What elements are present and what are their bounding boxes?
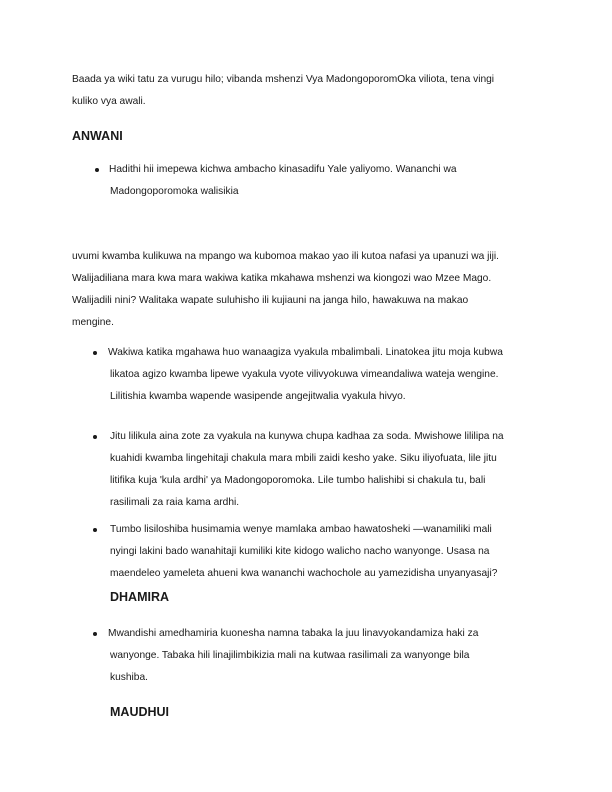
bullet-icon bbox=[93, 528, 97, 532]
bullet-line: maendeleo yameleta ahueni kwa wananchi wachochole au yamezidisha unyanyasaji? bbox=[110, 568, 498, 579]
bullet-line: Jitu lilikula aina zote za vyakula na kunywa chupa kadhaa za soda. Mwishowe lililipa na bbox=[110, 431, 504, 442]
heading-maudhui: MAUDHUI bbox=[110, 705, 170, 719]
bullet-line: Wakiwa katika mgahawa huo wanaagiza vyakula mbalimbali. Linatokea jitu moja kubwa bbox=[108, 347, 503, 358]
bullet-line: kuahidi kwamba lingehitaji chakula mara mbili zaidi kesho yake. Siku iliyofuata, lile jitu bbox=[110, 453, 497, 464]
bullet-line: Hadithi hii imepewa kichwa ambacho kinasadifu Yale yaliyomo. Wananchi wa bbox=[109, 164, 457, 175]
paragraph-line: uvumi kwamba kulikuwa na mpango wa kubomoa makao yao ili kutoa nafasi ya upanuzi wa jiji. bbox=[72, 251, 499, 262]
bullet-line: likatoa agizo kwamba lipewe vyakula vyote vilivyokuwa vimeandaliwa wateja wengine. bbox=[110, 369, 499, 380]
bullet-icon bbox=[93, 435, 97, 439]
bullet-line: kushiba. bbox=[110, 672, 148, 683]
bullet-line: nyingi lakini bado wanahitaji kumiliki kite kidogo walicho nacho wanyonge. Usasa na bbox=[110, 546, 490, 557]
bullet-line: Mwandishi amedhamiria kuonesha namna tabaka la juu linavyokandamiza haki za bbox=[108, 628, 479, 639]
heading-dhamira: DHAMIRA bbox=[110, 590, 170, 604]
bullet-line: wanyonge. Tabaka hili linajilimbikizia mali na kutwaa rasilimali za wanyonge bila bbox=[110, 650, 470, 661]
intro-line: Baada ya wiki tatu za vurugu hilo; vibanda mshenzi Vya MadongoporomOka viliota, tena vingi bbox=[72, 74, 495, 85]
bullet-line: litifika kuja 'kula ardhi' ya Madongoporomoka. Lile tumbo halishibi si chakula tu, bali bbox=[110, 475, 486, 486]
bullet-line: Madongoporomoka walisikia bbox=[110, 186, 239, 197]
heading-anwani: ANWANI bbox=[72, 129, 123, 143]
bullet-icon bbox=[93, 351, 97, 355]
paragraph-line: Walijadiliana mara kwa mara wakiwa katika mkahawa mshenzi wa kiongozi wao Mzee Mago. bbox=[72, 273, 492, 284]
bullet-line: Lilitishia kwamba wapende wasipende angejitwalia vyakula hivyo. bbox=[110, 391, 406, 402]
bullet-icon bbox=[93, 632, 97, 636]
intro-line: kuliko vya awali. bbox=[72, 96, 146, 107]
bullet-line: Tumbo lisiloshiba husimamia wenye mamlaka ambao hawatosheki —wanamiliki mali bbox=[110, 524, 492, 535]
paragraph-line: mengine. bbox=[72, 317, 114, 328]
paragraph-line: Walijadili nini? Walitaka wapate suluhisho ili kujiauni na janga hilo, hawakuwa na makao bbox=[72, 295, 469, 306]
bullet-icon bbox=[95, 168, 99, 172]
bullet-line: rasilimali za raia kama ardhi. bbox=[110, 497, 240, 508]
